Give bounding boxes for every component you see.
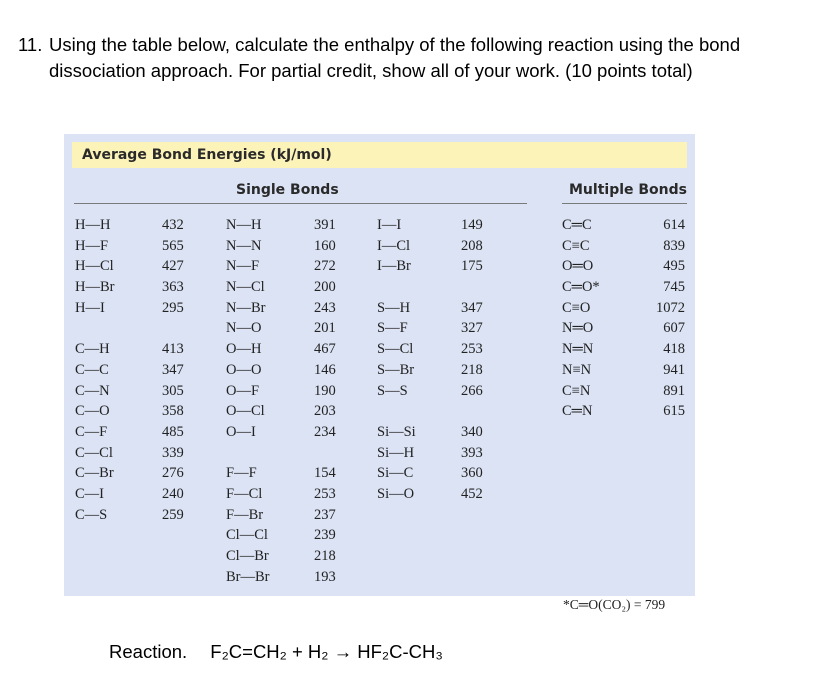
bond-energy: 239	[314, 527, 336, 544]
bond-energy: 614	[663, 217, 685, 233]
reaction	[109, 641, 443, 663]
bond-energy	[461, 277, 483, 298]
bond-energy: 218	[314, 548, 336, 564]
bond-energy: 607	[663, 320, 685, 337]
bond-label: I—Cl	[377, 237, 411, 254]
bond-label: C—Br	[75, 465, 114, 482]
multiple-bonds-heading: Multiple Bonds	[569, 182, 687, 198]
bond-label: F—Br	[226, 506, 264, 523]
bond-label	[75, 318, 114, 339]
col3-values	[461, 215, 483, 505]
bond-label: I—Br	[377, 258, 411, 275]
single-bonds-rule	[74, 203, 527, 204]
bond-energy: 259	[162, 506, 184, 523]
bond-label: C—S	[75, 506, 108, 523]
bond-energy: 208	[461, 237, 483, 254]
bond-label: C═O*	[562, 279, 600, 296]
bond-label	[377, 401, 416, 422]
bond-label: O—H	[226, 341, 262, 358]
bond-label: F—Cl	[226, 485, 263, 502]
bond-energy: 485	[162, 423, 184, 440]
bond-label: C—H	[75, 341, 110, 358]
bond-label: C═N	[562, 403, 593, 420]
multiple-bonds	[562, 215, 600, 422]
bond-energy: 391	[314, 217, 336, 233]
bond-label: N—H	[226, 217, 262, 233]
bond-label: O═O	[562, 258, 594, 275]
bond-energy: 393	[461, 444, 483, 461]
question-number: 11.	[18, 34, 43, 55]
bond-energy: 218	[461, 361, 483, 378]
bond-energy: 495	[663, 258, 685, 275]
bond-label: S—H	[377, 299, 411, 316]
bond-label: C—O	[75, 403, 110, 420]
bond-energy: 190	[314, 382, 336, 399]
bond-energy: 1072	[656, 299, 685, 316]
bond-label: S—Br	[377, 361, 415, 378]
bond-label: S—F	[377, 320, 408, 337]
bond-label: Br—Br	[226, 568, 270, 585]
bond-label	[226, 443, 270, 464]
bond-label: Cl—Cl	[226, 527, 268, 544]
bond-label: C≡C	[562, 237, 590, 254]
bond-label: Si—Si	[377, 423, 416, 440]
footnote: *C═O(CO₂) = 799	[563, 597, 666, 612]
bond-energy: 941	[663, 361, 685, 378]
table-title: Average Bond Energies (kJ/mol)	[72, 142, 687, 168]
bond-energy: 891	[663, 382, 685, 399]
bond-label: Si—O	[377, 485, 415, 502]
bond-label: S—Cl	[377, 341, 414, 358]
bond-label: Si—C	[377, 465, 414, 482]
bond-energy: 237	[314, 506, 336, 523]
bond-label: C—C	[75, 361, 109, 378]
bond-label: F—F	[226, 465, 257, 482]
bond-label: H—I	[75, 299, 105, 316]
bond-label: O—Cl	[226, 403, 265, 420]
bond-energy: 347	[162, 361, 184, 378]
bond-energy: 427	[162, 258, 184, 275]
bond-label: O—O	[226, 361, 262, 378]
bond-energy: 418	[663, 341, 685, 358]
bond-label: N═N	[562, 341, 594, 358]
bond-energy: 266	[461, 382, 483, 399]
bond-label: N—O	[226, 320, 262, 337]
bond-energy: 745	[663, 279, 685, 296]
bond-energy	[461, 401, 483, 422]
bond-energy: 193	[314, 568, 336, 585]
bond-label: C≡O	[562, 299, 591, 316]
bond-energy	[314, 443, 336, 464]
bond-label: Cl—Br	[226, 548, 269, 564]
bond-energy: 200	[314, 279, 336, 296]
bond-label: C—Cl	[75, 444, 113, 461]
bond-energy: 467	[314, 341, 336, 358]
col2-bonds	[226, 215, 270, 587]
bond-label: O—I	[226, 423, 256, 440]
bond-energy: 327	[461, 320, 483, 337]
bond-energy: 149	[461, 217, 483, 233]
bond-label: N—Cl	[226, 279, 265, 296]
reaction-label: Reaction.	[109, 641, 188, 662]
bond-label: N—F	[226, 258, 260, 275]
bond-energy: 360	[461, 465, 483, 482]
question	[18, 32, 778, 84]
bond-label: S—S	[377, 382, 408, 399]
bond-energy: 154	[314, 465, 336, 482]
bond-label: N≡N	[562, 361, 592, 378]
bond-label: C—F	[75, 423, 108, 440]
col1-bonds	[75, 215, 114, 525]
multiple-bonds-rule	[562, 203, 687, 204]
bond-label: I—I	[377, 217, 402, 233]
bond-energy: 432	[162, 217, 184, 233]
bond-label	[377, 277, 416, 298]
bond-label: O—F	[226, 382, 260, 399]
bond-label: N—Br	[226, 299, 266, 316]
bond-energy: 295	[162, 299, 184, 316]
question-text: Using the table below, calculate the enthalpy of the following reaction using the bond dissociation approach. For partial credit, show all of your work. (10 points total)	[49, 34, 741, 81]
bond-energy: 253	[461, 341, 483, 358]
col2-values	[314, 215, 336, 587]
bond-label: Si—H	[377, 444, 415, 461]
bond-energy: 340	[461, 423, 483, 440]
col1-values	[162, 215, 184, 525]
bond-energy: 363	[162, 279, 184, 296]
bond-energy: 203	[314, 403, 336, 420]
bond-energy: 839	[663, 237, 685, 254]
bond-energy-table	[64, 134, 695, 612]
bond-energy: 253	[314, 485, 336, 502]
bond-energy: 347	[461, 299, 483, 316]
bond-energy: 413	[162, 341, 184, 358]
single-bonds-heading: Single Bonds	[236, 182, 339, 198]
bond-energy: 452	[461, 485, 483, 502]
multiple-values	[639, 215, 685, 422]
bond-energy: 358	[162, 403, 184, 420]
bond-energy: 565	[162, 237, 184, 254]
bond-label: H—H	[75, 217, 111, 233]
bond-label: C—I	[75, 485, 104, 502]
bond-energy: 146	[314, 361, 336, 378]
bond-label: H—Br	[75, 279, 115, 296]
bond-energy: 240	[162, 485, 184, 502]
bond-label: H—Cl	[75, 258, 114, 275]
bond-energy: 615	[663, 403, 685, 420]
bond-energy: 276	[162, 465, 184, 482]
bond-label: C≡N	[562, 382, 591, 399]
bond-label: C═C	[562, 217, 592, 233]
bond-label: N—N	[226, 237, 262, 254]
reaction-equation: F₂C=CH₂ + H₂ → HF₂C-CH₃	[210, 641, 443, 662]
bond-energy: 160	[314, 237, 336, 254]
bond-energy: 339	[162, 444, 184, 461]
bond-label: N═O	[562, 320, 594, 337]
bond-energy: 305	[162, 382, 184, 399]
bond-energy: 243	[314, 299, 336, 316]
col3-bonds	[377, 215, 416, 505]
bond-energy	[162, 318, 184, 339]
bond-label: H—F	[75, 237, 109, 254]
bond-energy: 175	[461, 258, 483, 275]
bond-energy: 234	[314, 423, 336, 440]
bond-energy: 272	[314, 258, 336, 275]
bond-label: C—N	[75, 382, 110, 399]
bond-energy: 201	[314, 320, 336, 337]
